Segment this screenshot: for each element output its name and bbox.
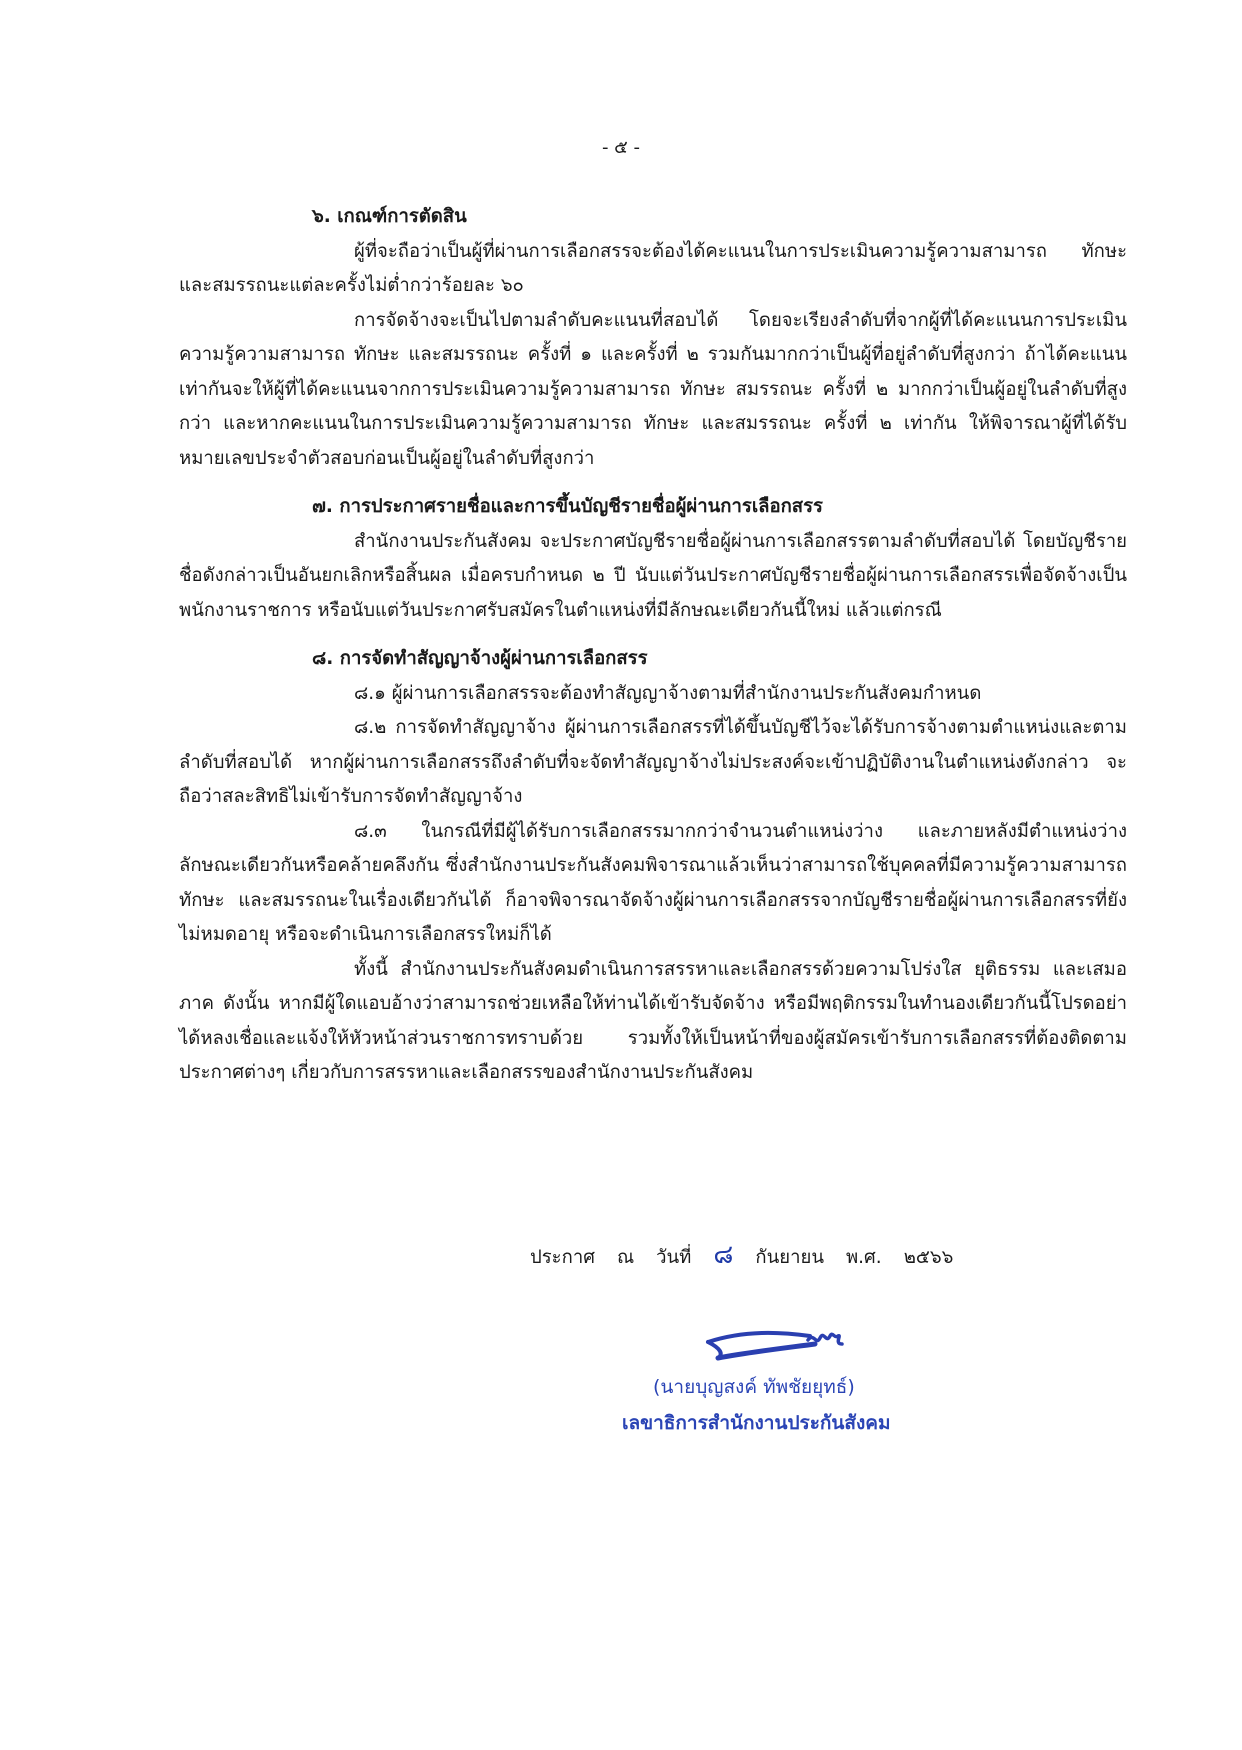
section-8-heading: ๘. การจัดทำสัญญาจ้างผู้ผ่านการเลือกสรร — [312, 648, 648, 669]
section-8-paragraph: ๘.๑ ผู้ผ่านการเลือกสรรจะต้องทำสัญญาจ้างตามที่สำนักงานประกันสังคมกำหนด — [354, 682, 982, 704]
closing-paragraph: ทั้งนี้ สำนักงานประกันสังคมดำเนินการสรรหาและเลือกสรรด้วยความโปร่งใส ยุติธรรม และเสมอภาค ดังนั้น หากมีผู้ใดแอบอ้างว่าสามารถช่วยเหลือให้ท่านได้เข้ารับจัดจ้าง หรือมีพฤติกรรมในทำนองเดียวกันนี้โปรดอย่าได้หลงเชื่อและแจ้งให้หัวหน้าส่วนราชการทราบด้วย รวมทั้งให้เป็นหน้าที่ของผู้สมัครเข้ารับการเลือกสรรที่ต้องติดตามประกาศต่างๆ เกี่ยวกับการสรรหาและเลือกสรรของสำนักงานประกันสังคม — [179, 958, 1127, 1083]
section-7-heading: ๗. การประกาศรายชื่อและการขึ้นบัญชีรายชื่อผู้ผ่านการเลือกสรร — [312, 496, 823, 517]
section-6-heading: ๖. เกณฑ์การตัดสิน — [312, 206, 467, 227]
announcement-year: ๒๕๖๖ — [903, 1247, 954, 1268]
announcement-label: ประกาศ — [530, 1247, 595, 1268]
section-7-paragraph: สำนักงานประกันสังคม จะประกาศบัญชีรายชื่อผู้ผ่านการเลือกสรรตามลำดับที่สอบได้ โดยบัญชีรายชื่อดังกล่าวเป็นอันยกเลิกหรือสิ้นผล เมื่อครบกำหนด ๒ ปี นับแต่วันประกาศบัญชีรายชื่อผู้ผ่านการเลือกสรรเพื่อจัดจ้างเป็นพนักงานราชการ หรือนับแต่วันประกาศรับสมัครในตำแหน่งที่มีลักษณะเดียวกันนี้ใหม่ แล้วแต่กรณี — [179, 530, 1127, 621]
announcement-day-label: วันที่ — [656, 1247, 692, 1268]
announcement-day: ๘ — [713, 1240, 734, 1270]
announcement-month: กันยายน — [755, 1247, 824, 1268]
section-8-paragraph: ๘.๒ การจัดทำสัญญาจ้าง ผู้ผ่านการเลือกสรรที่ได้ขึ้นบัญชีไว้จะได้รับการจ้างตามตำแหน่งและตามลำดับที่สอบได้ หากผู้ผ่านการเลือกสรรถึงลำดับที่จะจัดทำสัญญาจ้างไม่ประสงค์จะเข้าปฏิบัติงานในตำแหน่งดังกล่าว จะถือว่าสละสิทธิไม่เข้ารับการจัดทำสัญญาจ้าง — [179, 717, 1127, 807]
section-6-paragraph: การจัดจ้างจะเป็นไปตามลำดับคะแนนที่สอบได้ โดยจะเรียงลำดับที่จากผู้ที่ได้คะแนนการประเมินความรู้ความสามารถ ทักษะ และสมรรถนะ ครั้งที่ ๑ และครั้งที่ ๒ รวมกันมากกว่าเป็นผู้ที่อยู่ลำดับที่สูงกว่า ถ้าได้คะแนนเท่ากันจะให้ผู้ที่ได้คะแนนจากการประเมินความรู้ความสามารถ ทักษะ สมรรถนะ ครั้งที่ ๒ มากกว่าเป็นผู้อยู่ในลำดับที่สูงกว่า และหากคะแนนในการประเมินความรู้ความสามารถ ทักษะ และสมรรถนะ ครั้งที่ ๒ เท่ากัน ให้พิจารณาผู้ที่ได้รับหมายเลขประจำตัวสอบก่อนเป็นผู้อยู่ในลำดับที่สูงกว่า — [179, 309, 1127, 469]
announcement-date — [530, 1234, 975, 1275]
announcement-era: พ.ศ. — [845, 1247, 882, 1268]
signer-name: (นายบุญสงค์ ทัพชัยยุทธ์) — [653, 1376, 855, 1398]
document-body — [179, 200, 1127, 1091]
section-8-paragraph: ๘.๓ ในกรณีที่มีผู้ได้รับการเลือกสรรมากกว่าจำนวนตำแหน่งว่าง และภายหลังมีตำแหน่งว่างลักษณะเดียวกันหรือคล้ายคลึงกัน ซึ่งสำนักงานประกันสังคมพิจารณาแล้วเห็นว่าสามารถใช้บุคคลที่มีความรู้ความสามารถ ทักษะ และสมรรถนะในเรื่องเดียวกันได้ ก็อาจพิจารณาจัดจ้างผู้ผ่านการเลือกสรรจากบัญชีรายชื่อผู้ผ่านการเลือกสรรที่ยังไม่หมดอายุ หรือจะดำเนินการเลือกสรรใหม่ก็ได้ — [179, 820, 1127, 945]
announcement-at: ณ — [616, 1247, 635, 1268]
handwritten-signature — [690, 1326, 860, 1376]
section-6-paragraph: ผู้ที่จะถือว่าเป็นผู้ที่ผ่านการเลือกสรรจะต้องได้คะแนนในการประเมินความรู้ความสามารถ ทักษะ และสมรรถนะแต่ละครั้งไม่ต่ำกว่าร้อยละ ๖๐ — [179, 240, 1127, 296]
signer-title: เลขาธิการสำนักงานประกันสังคม — [622, 1412, 891, 1434]
page-number: - ๕ - — [601, 137, 641, 158]
